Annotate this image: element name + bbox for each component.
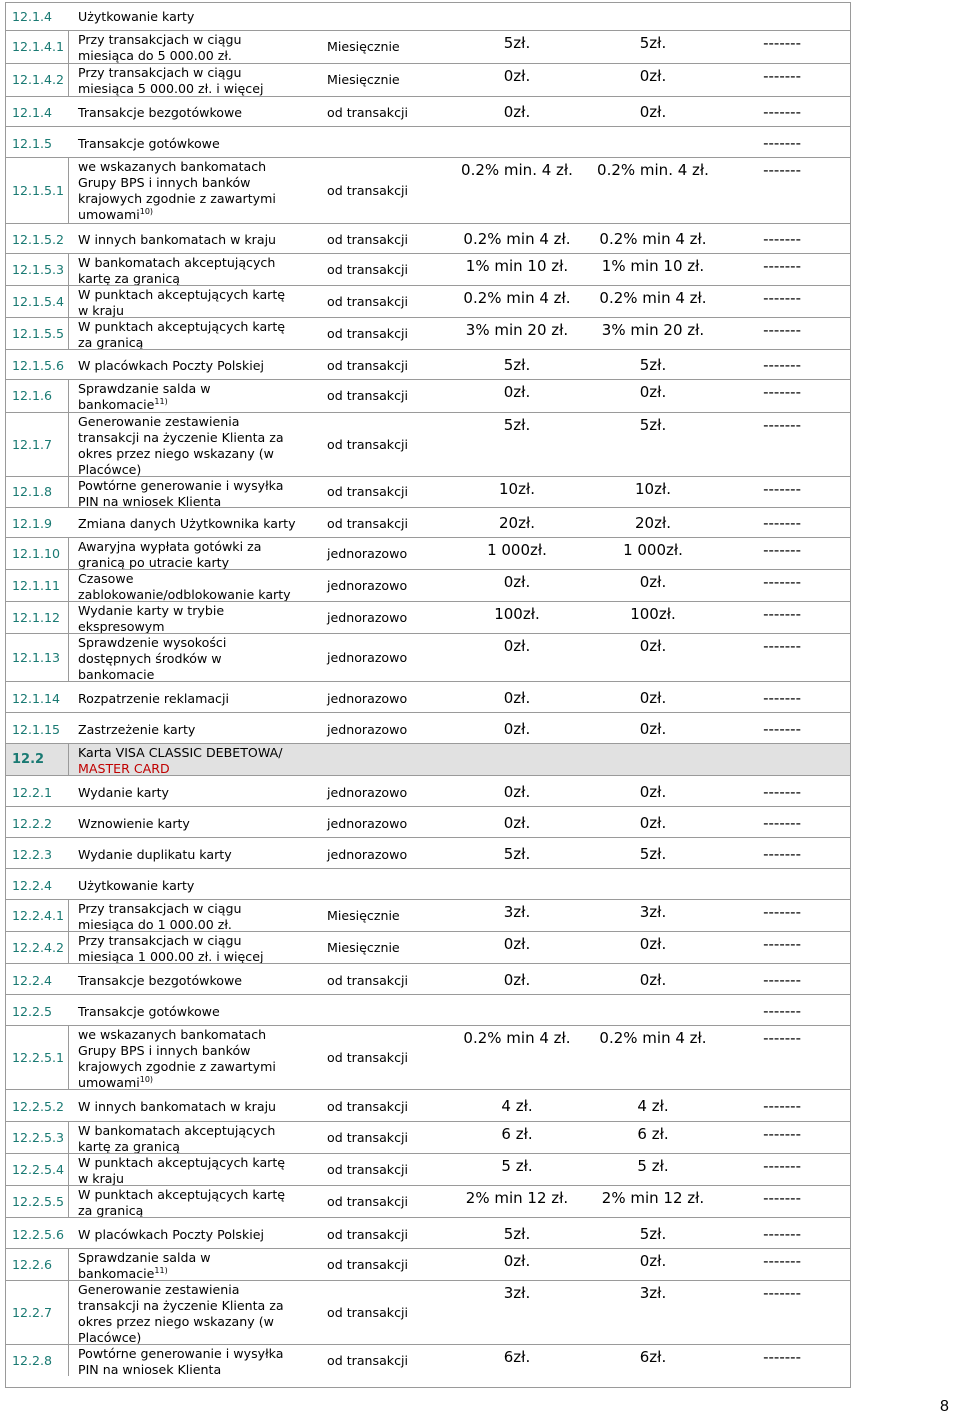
- fee-value-1: 0zł.: [503, 67, 531, 85]
- fee-value-1: 5 zł.: [501, 1157, 533, 1175]
- row-code: 12.2.4: [12, 878, 53, 893]
- row-frequency: jednorazowo: [327, 816, 408, 831]
- column-divider: [68, 476, 69, 507]
- row-code: 12.1.5.3: [12, 261, 65, 277]
- column-divider: [68, 30, 69, 63]
- table-row: [5, 931, 851, 963]
- column-divider: [68, 537, 69, 569]
- row-frequency: od transakcji: [327, 325, 409, 341]
- row-frequency: Miesięcznie: [327, 72, 400, 87]
- table-row: [5, 681, 851, 712]
- page-number: 8: [940, 1398, 949, 1415]
- fee-value-1: 20zł.: [499, 514, 535, 532]
- fee-value-3: -------: [763, 573, 801, 591]
- fee-value-2: 0zł.: [639, 971, 667, 989]
- fee-value-1: 0zł.: [503, 689, 531, 707]
- table-row: [5, 899, 851, 931]
- fee-value-3: -------: [763, 34, 801, 52]
- row-description: Zmiana danych Użytkownika karty: [78, 516, 296, 531]
- row-code: 12.1.11: [12, 577, 61, 593]
- row-code: 12.2.5: [12, 1004, 53, 1019]
- row-code: 12.1.5.6: [12, 358, 65, 373]
- row-code: 12.2.2: [12, 816, 53, 831]
- fee-value-1: 0zł.: [503, 103, 531, 121]
- column-divider: [68, 931, 69, 963]
- row-description: Generowanie zestawienia transakcji na życzenie Klienta za okres przez niego wskazany (w Placówce): [78, 1282, 284, 1345]
- row-description: W innych bankomatach w kraju: [78, 1099, 277, 1114]
- fee-value-1: 2% min 12 zł.: [465, 1189, 569, 1207]
- fee-value-1: 0zł.: [503, 971, 531, 989]
- fee-value-3: -------: [763, 1189, 801, 1207]
- fee-value-3: -------: [763, 257, 801, 275]
- fee-value-3: -------: [763, 514, 801, 532]
- row-frequency: od transakcji: [327, 516, 409, 531]
- fee-value-1: 0zł.: [503, 383, 531, 401]
- fee-value-1: 1 000zł.: [487, 541, 547, 559]
- row-code: 12.1.4: [12, 105, 53, 120]
- fee-value-3: -------: [763, 1284, 801, 1302]
- row-frequency: od transakcji: [327, 1352, 409, 1368]
- fee-value-3: -------: [763, 356, 801, 374]
- row-code: 12.1.8: [12, 484, 53, 499]
- fee-value-3: -------: [763, 1157, 801, 1175]
- row-description: Czasowe zablokowanie/odblokowanie karty: [78, 571, 291, 602]
- table-row: [5, 507, 851, 537]
- fee-value-2: 1 000zł.: [623, 541, 683, 559]
- fee-value-3: -------: [763, 605, 801, 623]
- fee-value-3: -------: [763, 1125, 801, 1143]
- row-description: Wydanie karty w trybie ekspresowym: [78, 603, 225, 634]
- table-row: [5, 633, 851, 681]
- row-code: 12.1.13: [12, 649, 61, 665]
- row-description: Sprawdzanie salda w bankomacie$^{11)}$: [78, 1250, 211, 1281]
- fee-value-1: 3% min 20 zł.: [465, 321, 569, 339]
- table-row: [5, 476, 851, 507]
- fee-value-3: -------: [763, 971, 801, 989]
- row-code: 12.1.4.1: [12, 39, 65, 54]
- row-code: 12.2.7: [12, 1304, 53, 1320]
- fee-value-2: 0zł.: [639, 1252, 667, 1270]
- fee-value-1: 6 zł.: [501, 1125, 533, 1143]
- fee-value-3: -------: [763, 689, 801, 707]
- fee-value-2: 0zł.: [639, 720, 667, 738]
- fee-value-2: 10zł.: [635, 480, 671, 498]
- row-frequency: Miesięcznie: [327, 907, 400, 923]
- row-description: Powtórne generowanie i wysyłka PIN na wniosek Klienta: [78, 478, 284, 509]
- table-row: [5, 537, 851, 569]
- fee-value-2: 0zł.: [639, 573, 667, 591]
- row-code: 12.1.6: [12, 388, 53, 403]
- table-row: [5, 601, 851, 633]
- fee-value-2: 100zł.: [630, 605, 676, 623]
- fee-value-3: -------: [763, 783, 801, 801]
- row-code: 12.1.5.1: [12, 182, 65, 198]
- fee-value-2: 0zł.: [639, 783, 667, 801]
- row-frequency: od transakcji: [327, 1304, 409, 1320]
- table-row: [5, 1089, 851, 1121]
- row-frequency: jednorazowo: [327, 722, 408, 737]
- table-row: [5, 868, 851, 899]
- row-description: Sprawdzenie wysokości dostępnych środków w bankomacie: [78, 635, 227, 682]
- row-frequency: od transakcji: [327, 1049, 409, 1065]
- column-divider: [68, 1025, 69, 1089]
- row-frequency: Miesięcznie: [327, 939, 400, 955]
- fee-value-2: 3zł.: [639, 1284, 667, 1302]
- row-frequency: od transakcji: [327, 358, 409, 373]
- row-description: Przy transakcjach w ciągu miesiąca do 5 000.00 zł.: [78, 32, 242, 63]
- fee-value-2: 20zł.: [635, 514, 671, 532]
- fee-value-3: -------: [763, 1348, 801, 1366]
- row-description: Transakcje gotówkowe: [78, 1004, 220, 1019]
- table-row: [5, 157, 851, 223]
- row-description: Karta VISA CLASSIC DEBETOWA/ MASTER CARD: [78, 745, 283, 776]
- row-frequency: od transakcji: [327, 1129, 409, 1145]
- row-description: W punktach akceptujących kartę za granicą: [78, 319, 286, 350]
- row-description: Przy transakcjach w ciągu miesiąca do 1 000.00 zł.: [78, 901, 242, 932]
- row-description: W placówkach Poczty Polskiej: [78, 1227, 265, 1242]
- row-description: W punktach akceptujących kartę za granicą: [78, 1187, 286, 1218]
- fee-value-2: 4 zł.: [637, 1097, 669, 1115]
- fee-value-3: -------: [763, 67, 801, 85]
- fee-value-1: 0zł.: [503, 1252, 531, 1270]
- table-row: [5, 1248, 851, 1280]
- fee-value-3: -------: [763, 1029, 801, 1047]
- fee-value-2: 0.2% min 4 zł.: [599, 1029, 707, 1047]
- fee-value-1: 5zł.: [503, 845, 531, 863]
- fee-value-1: 0zł.: [503, 814, 531, 832]
- row-frequency: od transakcji: [327, 388, 409, 403]
- row-code: 12.1.5.4: [12, 293, 65, 309]
- fee-value-1: 0zł.: [503, 573, 531, 591]
- fee-value-3: -------: [763, 541, 801, 559]
- table-row: [5, 806, 851, 837]
- column-divider: [68, 633, 69, 681]
- fee-value-1: 0zł.: [503, 637, 531, 655]
- row-code: 12.1.5: [12, 136, 53, 151]
- fee-value-2: 0zł.: [639, 689, 667, 707]
- column-divider: [68, 285, 69, 317]
- row-code: 12.1.10: [12, 545, 61, 561]
- row-description: Transakcje gotówkowe: [78, 136, 220, 151]
- table-row: [5, 743, 851, 775]
- table-row: [5, 569, 851, 601]
- row-description: we wskazanych bankomatach Grupy BPS i innych banków krajowych zgodnie z zawartymi umowami$^{10)}$: [78, 159, 276, 222]
- fee-value-1: 5zł.: [503, 356, 531, 374]
- row-frequency: od transakcji: [327, 232, 409, 247]
- fee-value-1: 0.2% min 4 zł.: [463, 230, 571, 248]
- fee-value-3: -------: [763, 416, 801, 434]
- column-divider: [68, 601, 69, 633]
- row-code: 12.2.5.5: [12, 1193, 65, 1209]
- row-code: 12.2.5.6: [12, 1227, 65, 1242]
- column-divider: [68, 317, 69, 349]
- column-divider: [68, 1185, 69, 1217]
- table-row: [5, 30, 851, 63]
- row-frequency: od transakcji: [327, 1193, 409, 1209]
- column-divider: [68, 1344, 69, 1376]
- row-description: Wydanie karty: [78, 785, 169, 800]
- fee-value-1: 1% min 10 zł.: [465, 257, 569, 275]
- row-code: 12.1.9: [12, 516, 53, 531]
- row-description: Transakcje bezgotówkowe: [78, 973, 243, 988]
- table-row: [5, 1344, 851, 1376]
- table-row: [5, 1153, 851, 1185]
- row-description: W innych bankomatach w kraju: [78, 232, 277, 247]
- row-frequency: od transakcji: [327, 1099, 409, 1114]
- row-code: 12.2.3: [12, 847, 53, 862]
- row-code: 12.2: [12, 751, 45, 767]
- fee-value-2: 5zł.: [639, 356, 667, 374]
- row-code: 12.1.14: [12, 691, 61, 706]
- row-frequency: od transakcji: [327, 261, 409, 277]
- row-frequency: od transakcji: [327, 293, 409, 309]
- row-description: we wskazanych bankomatach Grupy BPS i innych banków krajowych zgodnie z zawartymi umowami$^{10)}$: [78, 1027, 276, 1090]
- table-row: [5, 317, 851, 349]
- fee-value-3: -------: [763, 814, 801, 832]
- fee-value-1: 3zł.: [503, 903, 531, 921]
- table-row: [5, 96, 851, 126]
- fee-value-3: -------: [763, 289, 801, 307]
- fee-value-2: 2% min 12 zł.: [601, 1189, 705, 1207]
- row-description: W placówkach Poczty Polskiej: [78, 358, 265, 373]
- fee-value-2: 0.2% min 4 zł.: [599, 230, 707, 248]
- row-description: Przy transakcjach w ciągu miesiąca 5 000.00 zł. i więcej: [78, 65, 264, 96]
- column-divider: [68, 379, 69, 412]
- column-divider: [68, 1280, 69, 1344]
- column-divider: [68, 1153, 69, 1185]
- row-frequency: jednorazowo: [327, 577, 408, 593]
- row-description: W bankomatach akceptujących kartę za granicą: [78, 1123, 276, 1154]
- fee-value-2: 0zł.: [639, 814, 667, 832]
- fee-value-1: 6zł.: [503, 1348, 531, 1366]
- fee-value-2: 0.2% min. 4 zł.: [597, 161, 709, 179]
- row-code: 12.1.7: [12, 436, 53, 452]
- fee-value-3: -------: [763, 1002, 801, 1020]
- table-row: [5, 775, 851, 806]
- row-code: 12.1.4: [12, 9, 53, 24]
- row-frequency: od transakcji: [327, 973, 409, 988]
- fee-value-2: 5zł.: [639, 845, 667, 863]
- row-description: W punktach akceptujących kartę w kraju: [78, 1155, 286, 1186]
- row-code: 12.2.6: [12, 1256, 53, 1272]
- table-row: [5, 349, 851, 379]
- fee-value-1: 0.2% min. 4 zł.: [461, 161, 573, 179]
- table-row: [5, 2, 851, 30]
- fee-value-2: 0zł.: [639, 383, 667, 401]
- column-divider: [68, 569, 69, 601]
- fee-value-1: 5zł.: [503, 1225, 531, 1243]
- row-code: 12.2.1: [12, 785, 53, 800]
- fee-value-3: -------: [763, 103, 801, 121]
- table-row: [5, 253, 851, 285]
- table-row: [5, 63, 851, 96]
- fee-value-2: 3zł.: [639, 903, 667, 921]
- row-code: 12.2.5.2: [12, 1099, 65, 1114]
- fee-value-2: 6 zł.: [637, 1125, 669, 1143]
- row-description: Wydanie duplikatu karty: [78, 847, 232, 862]
- row-description: Generowanie zestawienia transakcji na życzenie Klienta za okres przez niego wskazany (w Placówce): [78, 414, 284, 477]
- row-description: Użytkowanie karty: [78, 9, 195, 24]
- column-divider: [68, 743, 69, 775]
- table-row: [5, 223, 851, 253]
- row-code: 12.1.4.2: [12, 72, 65, 87]
- column-divider: [68, 899, 69, 931]
- column-divider: [68, 1248, 69, 1280]
- fee-value-1: 5zł.: [503, 34, 531, 52]
- fee-value-2: 0zł.: [639, 67, 667, 85]
- row-description: Wznowienie karty: [78, 816, 190, 831]
- row-code: 12.1.15: [12, 722, 61, 737]
- row-description: W bankomatach akceptujących kartę za granicą: [78, 255, 276, 286]
- fee-value-3: -------: [763, 1097, 801, 1115]
- fee-value-1: 0zł.: [503, 720, 531, 738]
- row-code: 12.1.12: [12, 609, 61, 625]
- row-code: 12.2.5.3: [12, 1129, 65, 1145]
- row-code: 12.2.8: [12, 1352, 53, 1368]
- row-description: W punktach akceptujących kartę w kraju: [78, 287, 286, 318]
- row-frequency: jednorazowo: [327, 785, 408, 800]
- row-description: Transakcje bezgotówkowe: [78, 105, 243, 120]
- fee-value-2: 0zł.: [639, 637, 667, 655]
- row-frequency: jednorazowo: [327, 609, 408, 625]
- fee-value-1: 0zł.: [503, 935, 531, 953]
- column-divider: [68, 253, 69, 285]
- fee-value-3: -------: [763, 1252, 801, 1270]
- fee-value-2: 5 zł.: [637, 1157, 669, 1175]
- table-row: [5, 963, 851, 994]
- fee-value-2: 5zł.: [639, 34, 667, 52]
- column-divider: [68, 412, 69, 476]
- fee-value-3: -------: [763, 637, 801, 655]
- row-code: 12.2.4.1: [12, 907, 65, 923]
- fee-value-2: 5zł.: [639, 416, 667, 434]
- row-description: Awaryjna wypłata gotówki za granicą po utracie karty: [78, 539, 262, 570]
- table-row: [5, 1025, 851, 1089]
- row-description: Sprawdzanie salda w bankomacie$^{11)}$: [78, 381, 211, 412]
- row-frequency: od transakcji: [327, 484, 409, 499]
- fee-value-1: 3zł.: [503, 1284, 531, 1302]
- fee-value-2: 0zł.: [639, 103, 667, 121]
- row-frequency: od transakcji: [327, 182, 409, 198]
- fee-value-1: 0.2% min 4 zł.: [463, 1029, 571, 1047]
- row-code: 12.2.5.1: [12, 1049, 65, 1065]
- fee-value-2: 6zł.: [639, 1348, 667, 1366]
- fee-value-3: -------: [763, 321, 801, 339]
- table-row: [5, 379, 851, 412]
- row-frequency: jednorazowo: [327, 847, 408, 862]
- fee-value-3: -------: [763, 383, 801, 401]
- row-frequency: od transakcji: [327, 105, 409, 120]
- fee-value-3: -------: [763, 161, 801, 179]
- table-row: [5, 285, 851, 317]
- column-divider: [68, 157, 69, 223]
- fee-value-3: -------: [763, 230, 801, 248]
- row-description: Przy transakcjach w ciągu miesiąca 1 000.00 zł. i więcej: [78, 933, 264, 964]
- row-code: 12.1.5.2: [12, 232, 65, 247]
- fee-value-2: 0zł.: [639, 935, 667, 953]
- fee-value-3: -------: [763, 845, 801, 863]
- table-row: [5, 1121, 851, 1153]
- fee-value-3: -------: [763, 935, 801, 953]
- table-row: [5, 1280, 851, 1344]
- column-divider: [68, 63, 69, 96]
- fee-value-1: 100zł.: [494, 605, 540, 623]
- fee-value-3: -------: [763, 134, 801, 152]
- row-frequency: od transakcji: [327, 1161, 409, 1177]
- row-frequency: jednorazowo: [327, 545, 408, 561]
- column-divider: [68, 1121, 69, 1153]
- table-row: [5, 1185, 851, 1217]
- row-frequency: jednorazowo: [327, 691, 408, 706]
- row-frequency: od transakcji: [327, 1227, 409, 1242]
- table-row: [5, 126, 851, 157]
- fee-value-2: 3% min 20 zł.: [601, 321, 705, 339]
- fee-value-2: 0.2% min 4 zł.: [599, 289, 707, 307]
- row-frequency: od transakcji: [327, 1256, 409, 1272]
- row-description: Rozpatrzenie reklamacji: [78, 691, 229, 706]
- table-row: [5, 837, 851, 868]
- row-code: 12.2.4.2: [12, 939, 65, 955]
- row-code: 12.2.4: [12, 973, 53, 988]
- row-frequency: Miesięcznie: [327, 39, 400, 54]
- fee-value-1: 4 zł.: [501, 1097, 533, 1115]
- table-row: [5, 994, 851, 1025]
- row-frequency: jednorazowo: [327, 649, 408, 665]
- table-row: [5, 712, 851, 743]
- table-row: [5, 1217, 851, 1248]
- row-description: Użytkowanie karty: [78, 878, 195, 893]
- row-code: 12.1.5.5: [12, 325, 65, 341]
- fee-value-3: -------: [763, 903, 801, 921]
- fee-value-1: 0zł.: [503, 783, 531, 801]
- fee-value-2: 5zł.: [639, 1225, 667, 1243]
- fee-value-1: 10zł.: [499, 480, 535, 498]
- fee-value-1: 5zł.: [503, 416, 531, 434]
- table-row: [5, 412, 851, 476]
- row-description: Zastrzeżenie karty: [78, 722, 196, 737]
- fee-value-3: -------: [763, 480, 801, 498]
- fee-value-2: 1% min 10 zł.: [601, 257, 705, 275]
- row-description: Powtórne generowanie i wysyłka PIN na wniosek Klienta: [78, 1346, 284, 1377]
- fee-value-1: 0.2% min 4 zł.: [463, 289, 571, 307]
- row-code: 12.2.5.4: [12, 1161, 65, 1177]
- fee-value-3: -------: [763, 1225, 801, 1243]
- row-frequency: od transakcji: [327, 436, 409, 452]
- fee-value-3: -------: [763, 720, 801, 738]
